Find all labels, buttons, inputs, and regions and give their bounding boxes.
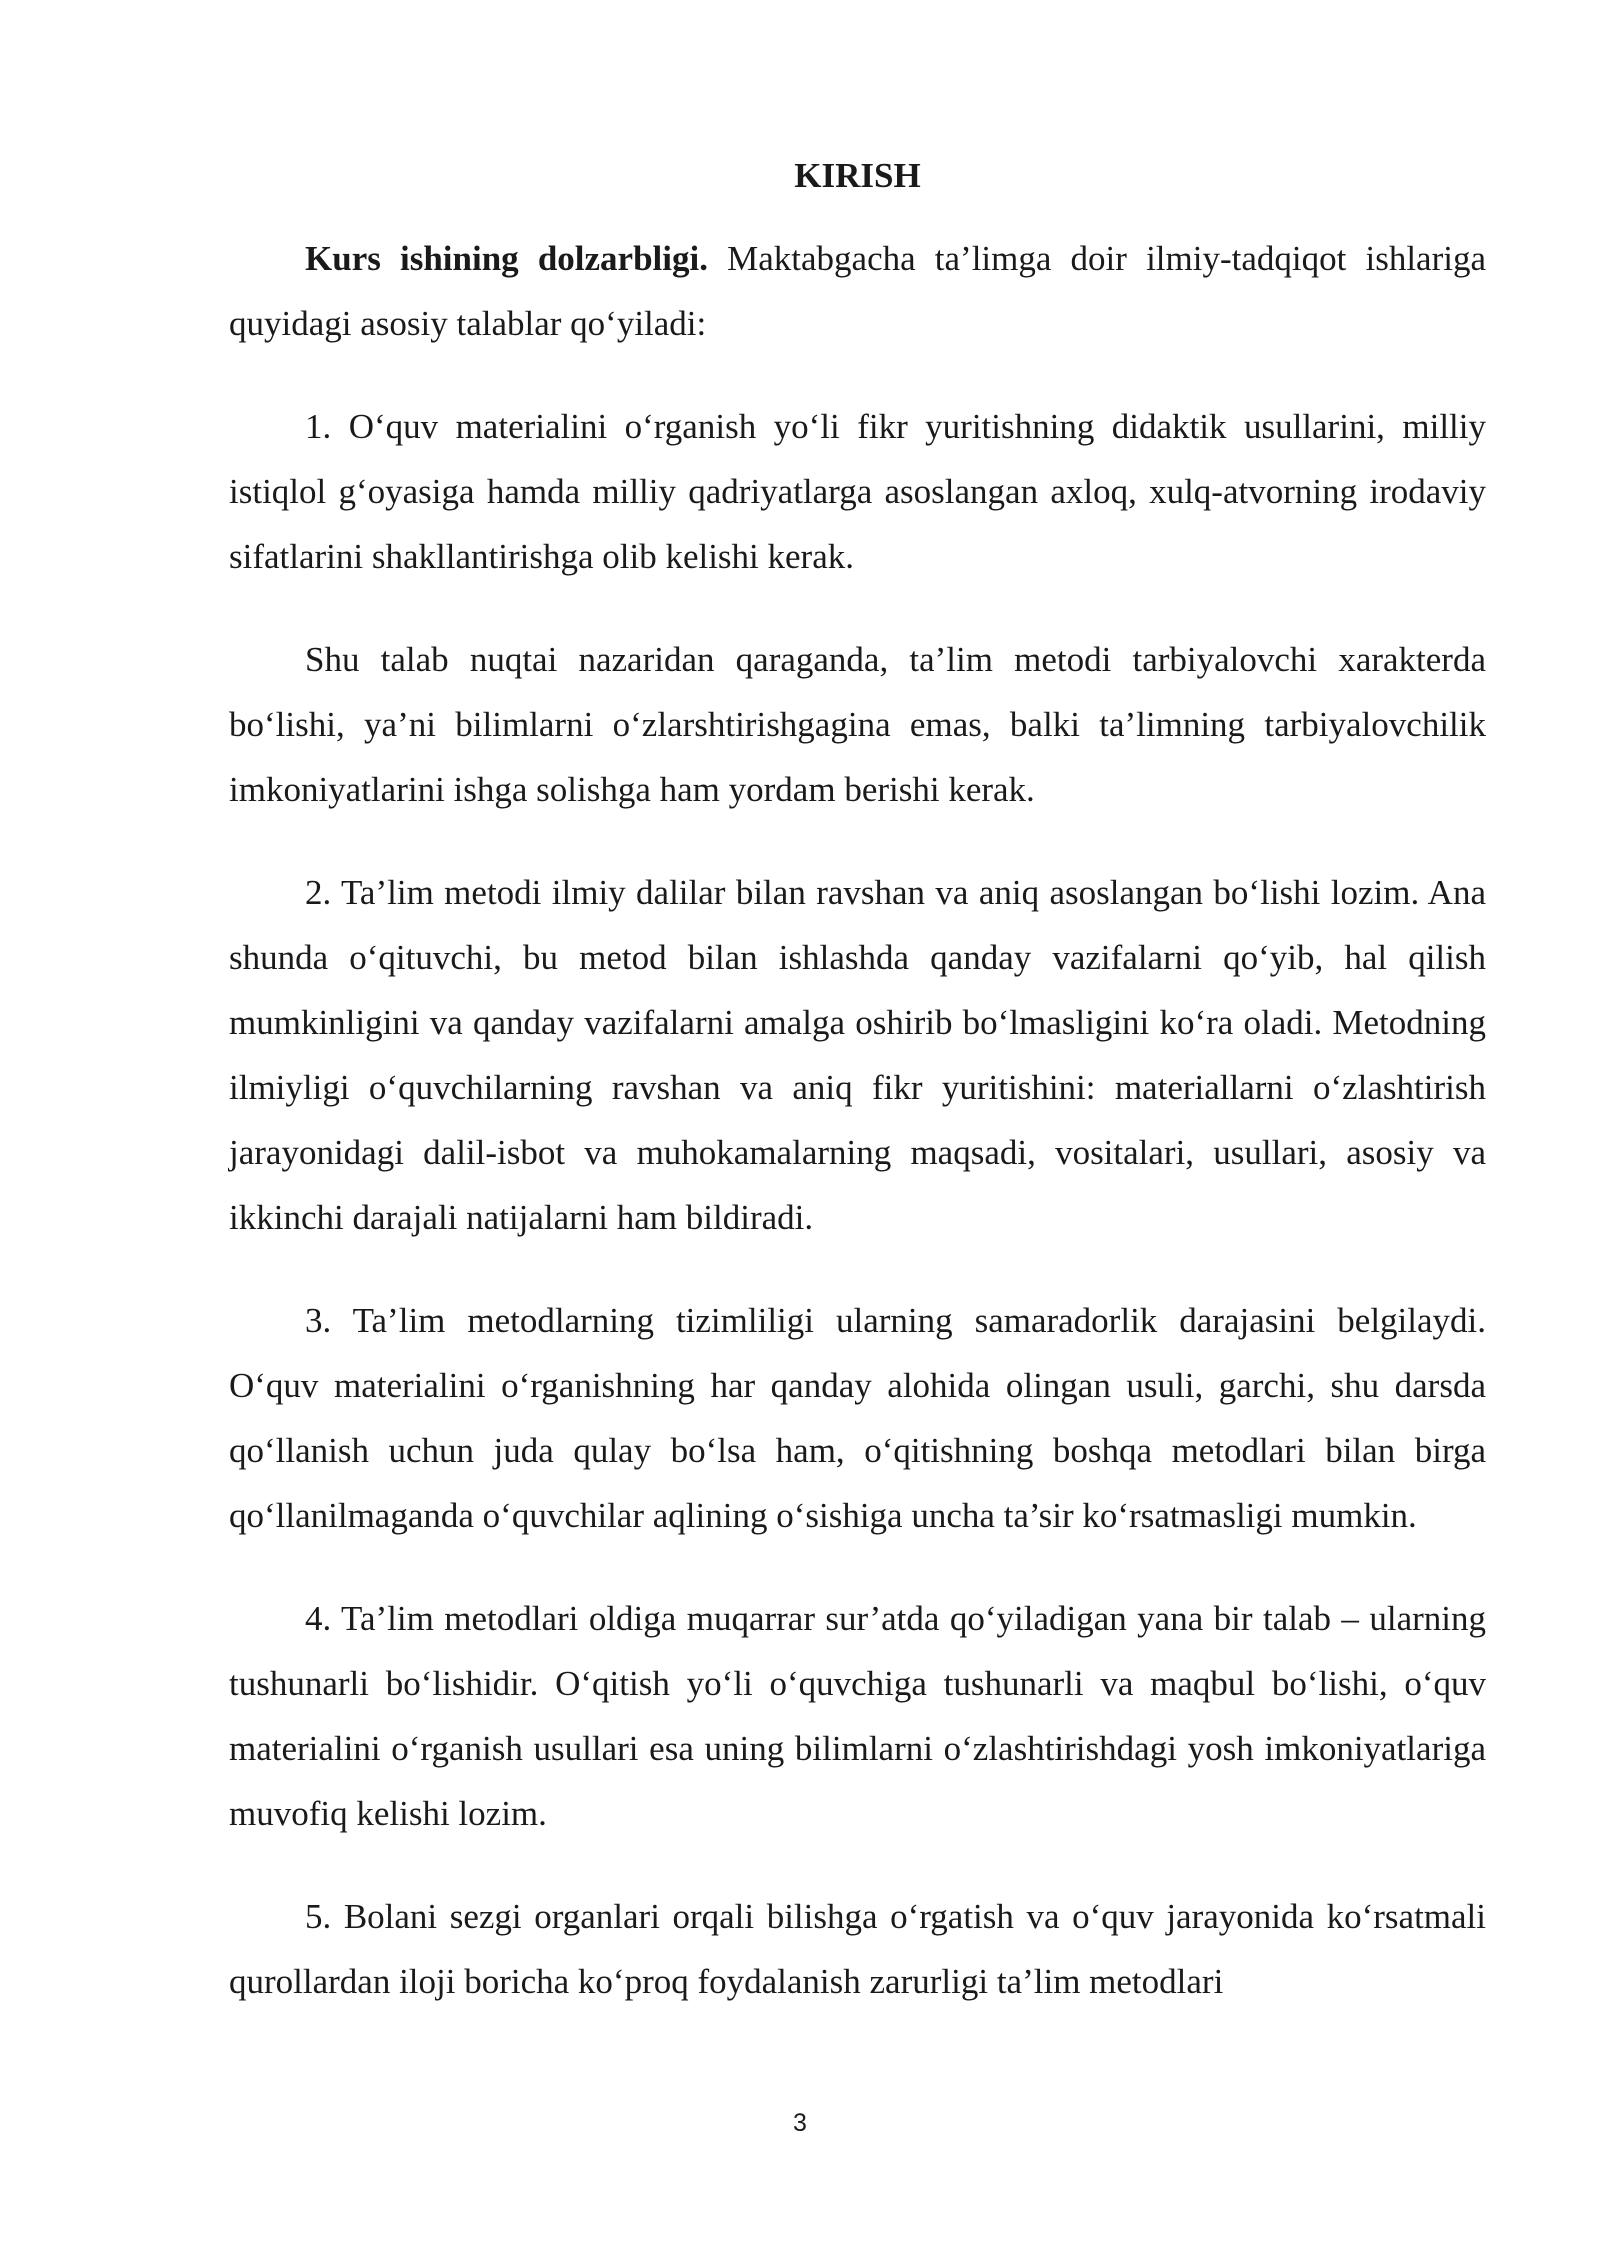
- intro-paragraph: [229, 226, 1486, 356]
- paragraph-requirement-1: 1. O‘quv materialini o‘rganish yo‘li fikr yuritishning didaktik usullarini, milliy istiqlol g‘oyasiga hamda milliy qadriyatlarga asoslangan axloq, xulq-atvorning irodaviy sifatlarini shakllantirishga olib kelishi kerak.: [229, 407, 1486, 576]
- section-heading: KIRISH: [794, 156, 921, 195]
- paragraph-requirement-5: 5. Bolani sezgi organlari orqali bilishga o‘rgatish va o‘quv jarayonida ko‘rsatmali qurollardan iloji boricha ko‘proq foydalanish zarurligi ta’lim metodlari: [229, 1897, 1486, 2001]
- paragraph-requirement-1-note: Shu talab nuqtai nazaridan qaraganda, ta’lim metodi tarbiyalovchi xarakterda bo‘lishi, ya’ni bilimlarni o‘zlarshtirishgagina emas, balki ta’limning tarbiyalovchilik imkoniyatlarini ishga solishga ham yordam berishi kerak.: [229, 640, 1486, 809]
- intro-text: Maktabgacha ta’limga doir ilmiy-tadqiqot ishlariga quyidagi asosiy talablar qo‘yiladi:: [229, 239, 1487, 343]
- page-number: 3: [793, 2109, 807, 2137]
- intro-lead: Kurs ishining dolzarbligi.: [305, 239, 708, 278]
- paragraph-requirement-3: 3. Ta’lim metodlarning tizimliligi ularning samaradorlik darajasini belgilaydi. O‘quv materialini o‘rganishning har qanday alohida olingan usuli, garchi, shu darsda qo‘llanish uchun juda qulay bo‘lsa ham, o‘qitishning boshqa metodlari bilan birga qo‘llanilmaganda o‘quvchilar aqlining o‘sishiga uncha ta’sir ko‘rsatmasligi mumkin.: [229, 1301, 1486, 1535]
- paragraph-requirement-2: 2. Ta’lim metodi ilmiy dalilar bilan ravshan va aniq asoslangan bo‘lishi lozim. Ana shunda o‘qituvchi, bu metod bilan ishlashda qanday vazifalarni qo‘yib, hal qilish mumkinligini va qanday vazifalarni amalga oshirib bo‘lmasligini ko‘ra oladi. Metodning ilmiyligi o‘quvchilarning ravshan va aniq fikr yuritishini: materiallarni o‘zlashtirish jarayonidagi dalil-isbot va muhokamalarning maqsadi, vositalari, usullari, asosiy va ikkinchi darajali natijalarni ham bildiradi.: [229, 873, 1486, 1237]
- paragraph-requirement-4: 4. Ta’lim metodlari oldiga muqarrar sur’atda qo‘yiladigan yana bir talab – ularning tushunarli bo‘lishidir. O‘qitish yo‘li o‘quvchiga tushunarli va maqbul bo‘lishi, o‘quv materialini o‘rganish usullari esa uning bilimlarni o‘zlashtirishdagi yosh imkoniyatlariga muvofiq kelishi lozim.: [229, 1599, 1486, 1833]
- page-content: [229, 150, 1486, 2014]
